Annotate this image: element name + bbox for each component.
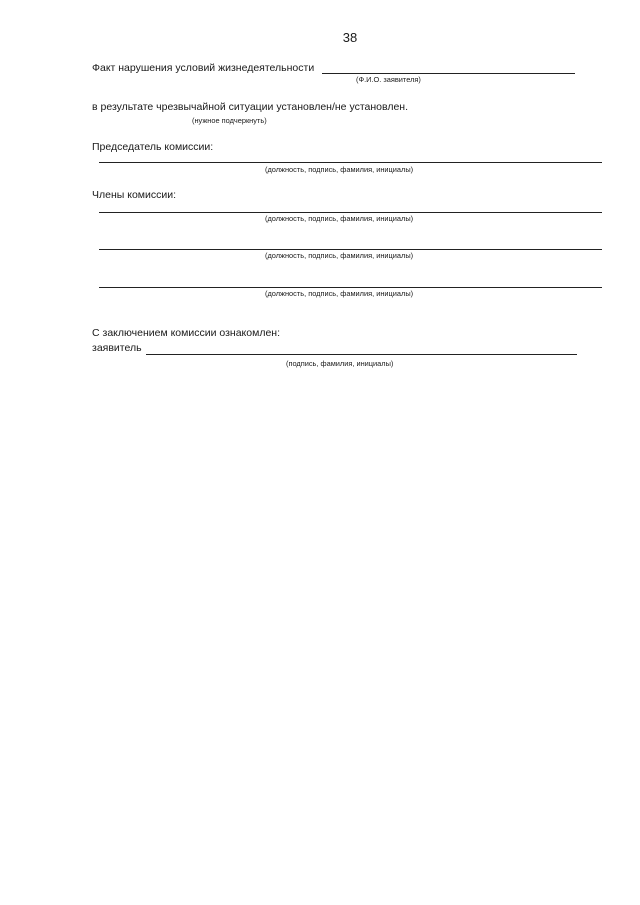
applicant-name-hint: (Ф.И.О. заявителя)	[356, 75, 421, 84]
acknowledgement-label: С заключением комиссии ознакомлен:	[92, 327, 280, 339]
chairman-label: Председатель комиссии:	[92, 141, 214, 153]
fact-label: Факт нарушения условий жизнедеятельности	[92, 62, 315, 74]
chairman-signature-line	[99, 162, 602, 163]
page-number: 38	[342, 30, 358, 45]
applicant-signature-line	[146, 354, 577, 355]
chairman-signature-hint: (должность, подпись, фамилия, инициалы)	[265, 165, 414, 174]
member-signature-line-2	[99, 249, 602, 250]
applicant-signature-hint: (подпись, фамилия, инициалы)	[286, 359, 394, 368]
underline-hint: (нужное подчеркнуть)	[192, 116, 267, 125]
member-signature-line-3	[99, 287, 602, 288]
members-label: Члены комиссии:	[92, 189, 177, 201]
member-signature-hint-1: (должность, подпись, фамилия, инициалы)	[265, 214, 414, 223]
applicant-label: заявитель	[92, 342, 142, 354]
result-text: в результате чрезвычайной ситуации установлен/не установлен.	[92, 101, 409, 113]
applicant-name-line	[322, 73, 575, 74]
member-signature-hint-2: (должность, подпись, фамилия, инициалы)	[265, 251, 414, 260]
member-signature-line-1	[99, 212, 602, 213]
member-signature-hint-3: (должность, подпись, фамилия, инициалы)	[265, 289, 414, 298]
